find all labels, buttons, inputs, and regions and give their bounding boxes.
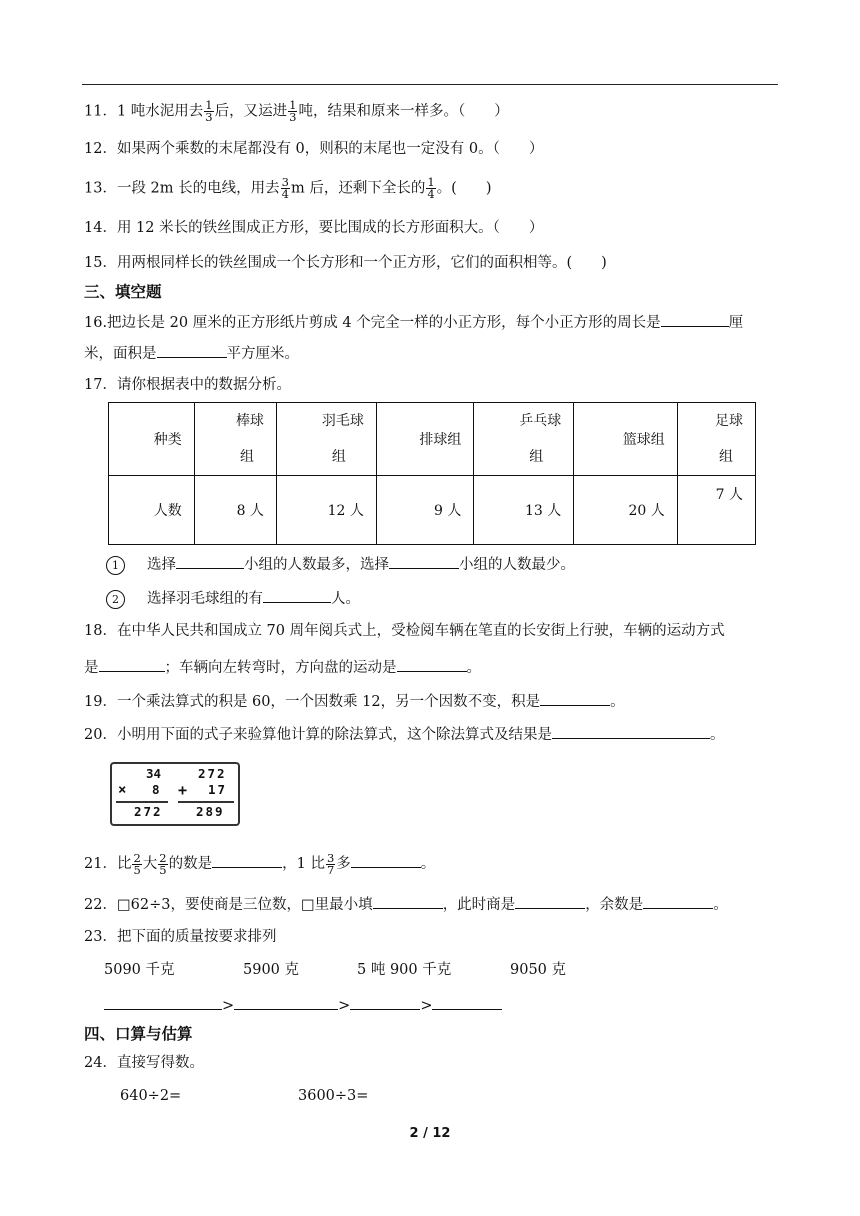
plus-sign: +	[178, 781, 188, 799]
fraction: $\frac{1}{4}$	[427, 175, 435, 201]
greater-than: >	[338, 998, 351, 1014]
fraction: $\frac{1}{3}$	[289, 98, 297, 124]
mass-item: 5 吨 900 千克	[357, 962, 452, 978]
q21-text-b: 大	[142, 856, 158, 872]
table-cell: 7 人	[677, 476, 755, 545]
question-13	[84, 177, 492, 200]
answer-blank[interactable]	[212, 852, 282, 868]
answer-blank[interactable]	[540, 690, 610, 706]
answer-blank[interactable]	[643, 893, 713, 909]
product: 272	[134, 804, 163, 819]
greater-than: >	[420, 998, 433, 1014]
table-cell: 13 人	[474, 476, 574, 545]
q11-text-a: 11．1 吨水泥用去	[84, 103, 204, 120]
answer-blank[interactable]	[350, 994, 420, 1010]
group-count-table	[108, 402, 756, 545]
section-title-fill: 三、填空题	[84, 283, 162, 301]
multiplicand: 34	[146, 766, 162, 781]
table-cell: 人数	[109, 476, 195, 545]
question-19	[84, 690, 625, 712]
addend-2: 17	[208, 782, 228, 797]
section-title-oral: 四、口算与估算	[84, 1025, 193, 1043]
table-cell: 8 人	[194, 476, 276, 545]
q20-text-b: 。	[709, 727, 725, 743]
q16-text-a: 16.把边长是 20 厘米的正方形纸片剪成 4 个完全一样的小正方形，每个小正方形的周长是	[84, 315, 661, 331]
answer-blank[interactable]	[432, 994, 502, 1010]
verification-calculation-image	[110, 762, 240, 826]
addend-1: 272	[198, 766, 227, 781]
answer-blank[interactable]	[263, 587, 331, 603]
answer-blank[interactable]	[351, 852, 421, 868]
question-17-sub1	[106, 553, 575, 575]
q17-sub2-text-a: 选择羽毛球组的有	[147, 591, 263, 607]
q19-text-b: 。	[610, 694, 625, 710]
table-cell: 9 人	[376, 476, 474, 545]
q22-text-d: 。	[713, 897, 728, 913]
q20-text-a: 20．小明用下面的式子来验算他计算的除法算式，这个除法算式及结果是	[84, 727, 552, 743]
answer-blank[interactable]	[234, 994, 338, 1010]
question-18-line2	[84, 656, 481, 678]
question-12: 12．如果两个乘数的末尾都没有 0，则积的末尾也一定没有 0。（ ）	[84, 141, 544, 157]
q21-text-c: 的数是	[168, 856, 213, 872]
fraction: $\frac{2}{5}$	[159, 850, 167, 877]
fraction: $\frac{1}{3}$	[205, 98, 213, 124]
header-rule	[82, 84, 778, 85]
question-17-title: 17．请你根据表中的数据分析。	[84, 377, 291, 393]
answer-blank[interactable]	[397, 656, 467, 672]
q22-text-a: 22．□62÷3，要使商是三位数，□里最小填	[84, 897, 373, 913]
question-17-sub2	[106, 587, 360, 609]
q17-sub1-text-c: 小组的人数最少。	[459, 557, 575, 573]
q13-text-c: 。( )	[436, 180, 492, 197]
sum: 289	[196, 804, 225, 819]
multiply-sign: ×	[118, 782, 127, 798]
answer-blank[interactable]	[661, 311, 729, 327]
q17-sub1-text-a: 选择	[147, 557, 176, 573]
table-row	[109, 476, 756, 545]
table-cell: 乒乓球 组	[474, 403, 574, 476]
table-cell: 棒球 组	[194, 403, 276, 476]
answer-blank[interactable]	[104, 994, 222, 1010]
underline	[116, 801, 168, 803]
q18-text-b: 是	[84, 660, 99, 676]
question-23-title: 23．把下面的质量按要求排列	[84, 929, 277, 945]
table-cell: 篮球组	[574, 403, 677, 476]
question-18-line1: 18．在中华人民共和国成立 70 周年阅兵式上，受检阅车辆在笔直的长安街上行驶，车辆的运动方式	[84, 623, 725, 639]
q16-text-d: 平方厘米。	[226, 346, 299, 362]
answer-blank[interactable]	[157, 342, 227, 358]
table-header-row	[109, 403, 756, 476]
q11-text-b: 后，又运进	[214, 103, 288, 120]
answer-blank[interactable]	[515, 893, 585, 909]
table-cell: 羽毛球 组	[276, 403, 376, 476]
q21-text-g: 。	[420, 856, 436, 872]
q22-text-b: ，此时商是	[442, 897, 516, 913]
table-cell: 足球 组	[677, 403, 755, 476]
q18-text-c: ；车辆向左转弯时，方向盘的运动是	[164, 660, 397, 676]
question-24-title: 24．直接写得数。	[84, 1055, 204, 1071]
ordering-blanks	[104, 994, 502, 1016]
fraction: $\frac{2}{5}$	[133, 850, 141, 877]
q13-text-a: 13．一段 2m 长的电线，用去	[84, 180, 280, 197]
q11-text-c: 吨，结果和原来一样多。（ ）	[298, 103, 509, 120]
greater-than: >	[222, 998, 235, 1014]
oral-expression: 3600÷3=	[298, 1088, 369, 1104]
question-16-line1	[84, 311, 743, 333]
fraction: $\frac{3}{7}$	[326, 850, 335, 877]
q21-text-d: ，1 比	[282, 856, 325, 872]
q21-text-a: 21．比	[84, 856, 132, 872]
table-cell: 种类	[109, 403, 195, 476]
question-15: 15．用两根同样长的铁丝围成一个长方形和一个正方形，它们的面积相等。( )	[84, 255, 607, 271]
q19-text-a: 19．一个乘法算式的积是 60，一个因数乘 12，另一个因数不变，积是	[84, 694, 541, 710]
table-cell: 12 人	[276, 476, 376, 545]
question-16-line2	[84, 342, 299, 364]
answer-blank[interactable]	[389, 553, 459, 569]
table-cell: 排球组	[376, 403, 474, 476]
q17-sub1-text-b: 小组的人数最多，选择	[244, 557, 389, 573]
q22-text-c: ，余数是	[585, 897, 644, 913]
table-cell: 20 人	[574, 476, 677, 545]
circled-number: 1	[106, 556, 125, 575]
mass-item: 5900 克	[243, 962, 300, 978]
answer-blank[interactable]	[176, 553, 244, 569]
question-14: 14．用 12 米长的铁丝围成正方形，要比围成的长方形面积大。（ ）	[84, 220, 544, 236]
q13-text-b: m 后，还剩下全长的	[290, 180, 426, 197]
circled-number: 2	[106, 590, 125, 609]
answer-blank[interactable]	[99, 656, 165, 672]
underline	[178, 801, 234, 803]
answer-blank[interactable]	[552, 723, 710, 739]
question-21	[84, 852, 435, 876]
oral-expression: 640÷2=	[120, 1088, 182, 1104]
mass-item: 9050 克	[510, 962, 567, 978]
mass-item: 5090 千克	[104, 962, 175, 978]
question-11	[84, 100, 509, 123]
multiplier: 8	[152, 782, 160, 797]
fraction: $\frac{3}{4}$	[281, 175, 289, 201]
q17-sub2-text-b: 人。	[331, 591, 360, 607]
q16-text-c: 米，面积是	[84, 346, 157, 362]
answer-blank[interactable]	[373, 893, 443, 909]
question-20	[84, 723, 724, 745]
q21-text-e: 多	[336, 856, 351, 872]
page-number: 2 / 12	[409, 1126, 451, 1141]
q16-text-b: 厘	[728, 315, 744, 331]
q18-text-d: 。	[466, 660, 481, 676]
question-22	[84, 893, 728, 915]
